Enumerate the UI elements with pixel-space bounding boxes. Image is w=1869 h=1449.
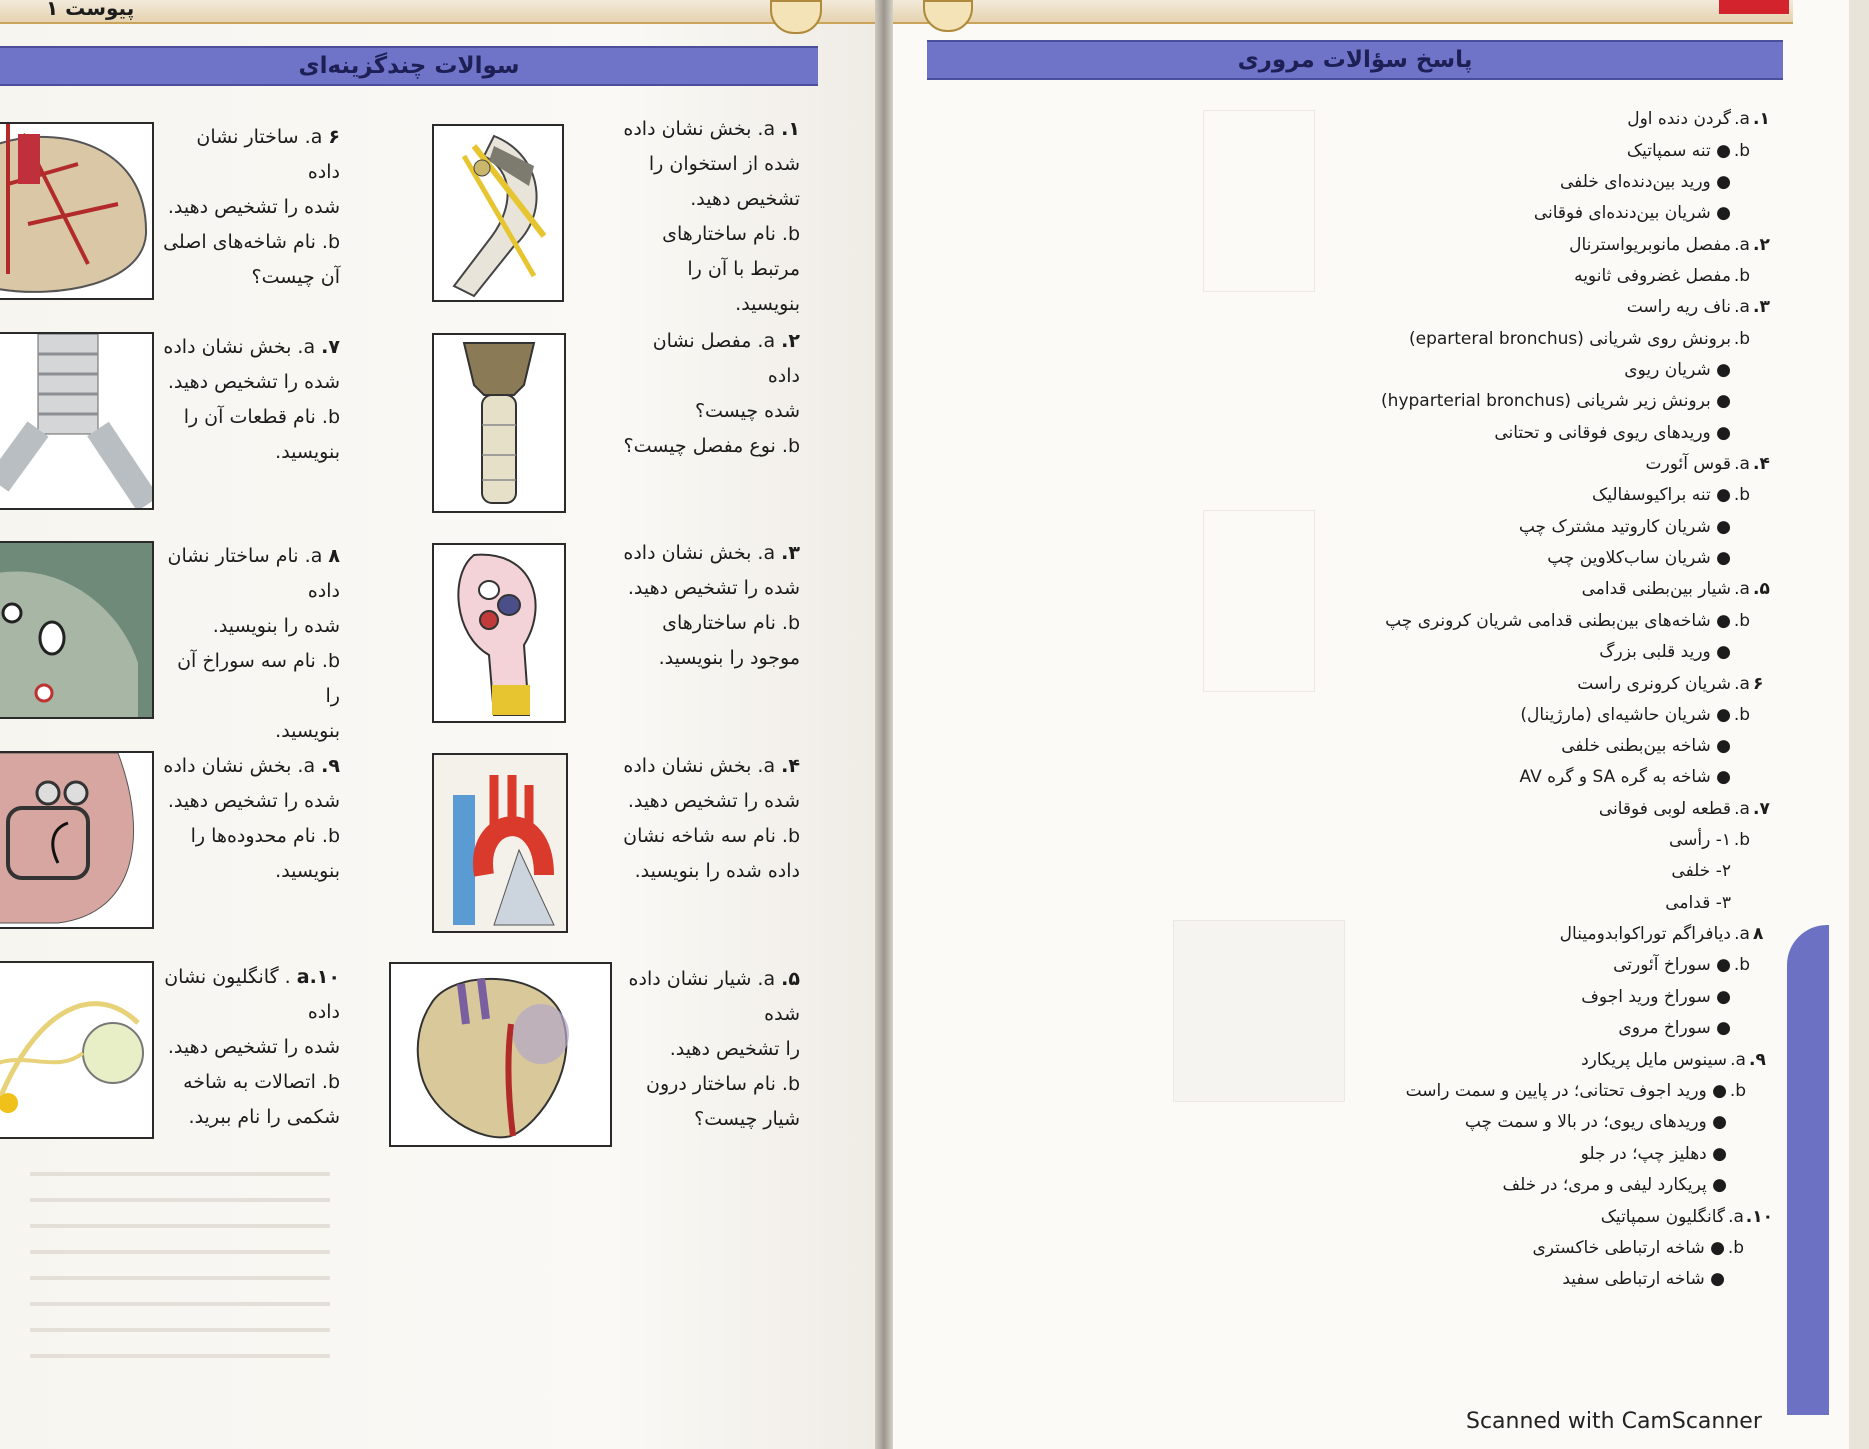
figure-lung-hilum bbox=[432, 543, 566, 723]
answer-item bbox=[1560, 921, 1779, 947]
answer-text: ● پریکارد لیفی و مری؛ در خلف bbox=[1502, 1175, 1727, 1195]
answer-part: b. bbox=[1733, 705, 1751, 725]
answer-part: a. bbox=[1734, 924, 1750, 944]
answer-text: ● ورید اجوف تحتانی؛ در پایین و سمت راست bbox=[1405, 1081, 1727, 1101]
answer-part: b. bbox=[1733, 611, 1751, 631]
answer-item bbox=[1534, 200, 1779, 226]
answer-part: b. bbox=[1733, 141, 1751, 161]
answer-number: ۲. bbox=[1753, 235, 1770, 255]
section-title: پاسخ سؤالات مروری bbox=[927, 40, 1783, 80]
answer-item bbox=[1532, 1235, 1773, 1261]
answer-text: ● تنه براکیوسفالیک bbox=[1591, 485, 1731, 505]
answer-text: ● شریان کاروتید مشترک چپ bbox=[1518, 517, 1731, 537]
answer-number: ۷. bbox=[1753, 799, 1770, 819]
answer-part: b. bbox=[1729, 1081, 1747, 1101]
answer-item bbox=[1569, 232, 1779, 258]
question-2: ۲. a. مفصل نشان داده شده چیست؟ b. نوع مفصل چیست؟ bbox=[623, 330, 800, 457]
top-strip bbox=[893, 0, 1793, 24]
answer-item bbox=[1547, 545, 1779, 571]
answer-part: b. bbox=[1727, 1238, 1745, 1258]
section-title: سوالات چندگزینه‌ای bbox=[0, 46, 818, 86]
answer-text: ● وریدهای ریوی فوقانی و تحتانی bbox=[1494, 423, 1731, 443]
logo-icon bbox=[923, 0, 973, 32]
question-number: ۲. bbox=[781, 330, 800, 352]
question-number: ۷. bbox=[321, 336, 340, 358]
question-number: ۹. bbox=[321, 755, 340, 777]
question-number: ۶ bbox=[328, 126, 340, 148]
answer-text: ● وریدهای ریوی؛ در بالا و سمت چپ bbox=[1464, 1112, 1727, 1132]
answer-item bbox=[1669, 827, 1779, 853]
question-number: ۵. bbox=[781, 968, 800, 990]
answer-part: b. bbox=[1733, 955, 1751, 975]
answer-number: ۳. bbox=[1753, 297, 1770, 317]
answer-item bbox=[1665, 890, 1779, 916]
bleed-through bbox=[1173, 920, 1345, 1102]
answer-text: ● دهلیز چپ؛ در جلو bbox=[1580, 1144, 1727, 1164]
left-page bbox=[0, 0, 875, 1449]
answer-item bbox=[1561, 733, 1779, 759]
answer-text: ۲- خلفی bbox=[1671, 861, 1731, 881]
answer-text: قطعه لوبی فوقانی bbox=[1598, 799, 1731, 819]
answer-item bbox=[1613, 952, 1779, 978]
figure-diaphragm bbox=[0, 541, 154, 719]
answer-item bbox=[1599, 796, 1779, 822]
figure-heart bbox=[389, 962, 612, 1147]
figure-pericardium bbox=[0, 751, 154, 929]
answer-part: a. bbox=[1734, 109, 1750, 129]
question-number: ۴. bbox=[781, 755, 800, 777]
question-10: a.۱۰ . گانگلیون نشان داده شده را تشخیص دهید. b. اتصالات به شاخه شکمی را نام ببرید. bbox=[164, 966, 340, 1128]
answer-item bbox=[1592, 482, 1779, 508]
figure-trachea bbox=[0, 332, 154, 510]
answer-part: a. bbox=[1728, 1207, 1744, 1227]
answer-item bbox=[1519, 514, 1779, 540]
answer-part: a. bbox=[1734, 297, 1750, 317]
bleed-through bbox=[1203, 510, 1315, 692]
answer-part: a. bbox=[1734, 235, 1750, 255]
answer-part: a. bbox=[1734, 454, 1750, 474]
answer-text: ● سوراخ ورید اجوف bbox=[1581, 987, 1731, 1007]
page-badge bbox=[1719, 0, 1789, 14]
running-head: پیوست ۱ bbox=[46, 0, 135, 20]
figure-manubrium bbox=[432, 333, 566, 513]
question-1: ۱. a. بخش نشان داده شده از استخوان را تشخیص دهید. b. نام ساختارهای مرتبط با آن را بنویسید. bbox=[623, 118, 800, 315]
question-8: ۸ a. نام ساختار نشان داده شده را بنویسید. b. نام سه سوراخ آن را بنویسید. bbox=[167, 545, 340, 742]
answer-text: ناف ریه راست bbox=[1626, 297, 1731, 317]
answer-text: ● شریان ریوی bbox=[1624, 360, 1731, 380]
answer-item bbox=[1385, 608, 1779, 634]
answer-item bbox=[1599, 639, 1779, 665]
answer-text: ● شاخه به گره SA و گره AV bbox=[1519, 767, 1731, 787]
answer-part: a. bbox=[1734, 674, 1750, 694]
answer-number: ۴. bbox=[1753, 454, 1770, 474]
figure-aortic-arch bbox=[432, 753, 568, 933]
answer-part: b. bbox=[1733, 485, 1751, 505]
answer-item bbox=[1494, 420, 1779, 446]
book-gutter bbox=[875, 0, 893, 1449]
scanner-watermark: Scanned with CamScanner bbox=[1466, 1409, 1762, 1434]
answer-part: b. bbox=[1733, 266, 1751, 286]
answer-item bbox=[1562, 1266, 1773, 1292]
answer-text: شیار بین‌بطنی قدامی bbox=[1581, 579, 1731, 599]
answer-item bbox=[1409, 326, 1779, 352]
answer-number: ۱۰. bbox=[1745, 1207, 1773, 1227]
answer-item bbox=[1624, 357, 1779, 383]
answer-text: ● ورید قلبی بزرگ bbox=[1599, 642, 1731, 662]
answer-text: ● شاخه ارتباطی خاکستری bbox=[1532, 1238, 1725, 1258]
answer-item bbox=[1406, 1078, 1775, 1104]
question-7: ۷. a. بخش نشان داده شده را تشخیص دهید. b. نام قطعات آن را بنویسید. bbox=[163, 336, 340, 463]
question-number: a.۱۰ bbox=[296, 966, 340, 988]
answer-text: ● ورید بین‌دنده‌ای خلفی bbox=[1560, 172, 1731, 192]
question-9: ۹. a. بخش نشان داده شده را تشخیص دهید. b. نام محدوده‌ها را بنویسید. bbox=[163, 755, 340, 882]
question-3: ۳. a. بخش نشان داده شده را تشخیص دهید. b. نام ساختارهای موجود را بنویسید. bbox=[623, 542, 800, 669]
answer-text: ● شریان بین‌دنده‌ای فوقانی bbox=[1533, 203, 1731, 223]
answer-item bbox=[1627, 106, 1779, 132]
answer-text: مفصل مانوبریواسترنال bbox=[1569, 235, 1731, 255]
answer-text: ● تنه سمپاتیک bbox=[1626, 141, 1731, 161]
answer-text: شریان کرونری راست bbox=[1577, 674, 1731, 694]
answer-text: ● سوراخ مروی bbox=[1618, 1018, 1731, 1038]
answer-item bbox=[1601, 1204, 1773, 1230]
answer-text: ۱- رأسی bbox=[1668, 830, 1731, 850]
answer-item bbox=[1581, 1141, 1775, 1167]
answer-text: ۳- قدامی bbox=[1665, 893, 1731, 913]
answer-text: سینوس مایل پریکارد bbox=[1581, 1050, 1727, 1070]
answer-item bbox=[1503, 1172, 1775, 1198]
answer-item bbox=[1465, 1109, 1775, 1135]
answer-item bbox=[1618, 1015, 1779, 1041]
figure-ganglion bbox=[0, 961, 154, 1139]
question-5: ۵. a. شیار نشان داده شده را تشخیص دهید. b. نام ساختار درون شیار چیست؟ bbox=[628, 968, 800, 1130]
answer-item bbox=[1520, 764, 1779, 790]
answer-number: ۹. bbox=[1749, 1050, 1766, 1070]
answer-item bbox=[1581, 1047, 1775, 1073]
answer-item bbox=[1577, 671, 1779, 697]
answer-text: برونش روی شریانی (eparteral bronchus) bbox=[1408, 329, 1731, 349]
answer-text: ● شریان ساب‌کلاوین چپ bbox=[1547, 548, 1731, 568]
answer-text: ● شریان حاشیه‌ای (مارژینال) bbox=[1520, 705, 1731, 725]
chapter-tab bbox=[1787, 925, 1829, 1415]
right-page bbox=[893, 0, 1849, 1449]
answer-item bbox=[1627, 138, 1779, 164]
answer-number: ۵. bbox=[1753, 579, 1770, 599]
answer-number: ۱. bbox=[1753, 109, 1770, 129]
answer-item bbox=[1627, 294, 1779, 320]
answer-text: ● شاخه‌های بین‌بطنی قدامی شریان کرونری چپ bbox=[1385, 611, 1731, 631]
answer-text: دیافراگم توراکوابدومینال bbox=[1559, 924, 1731, 944]
answer-item bbox=[1381, 388, 1779, 414]
answer-item bbox=[1574, 263, 1779, 289]
answer-number: ۶ bbox=[1753, 674, 1764, 694]
bleed-through bbox=[30, 1150, 330, 1370]
question-number: ۳. bbox=[781, 542, 800, 564]
answer-part: a. bbox=[1730, 1050, 1746, 1070]
answer-part: a. bbox=[1734, 799, 1750, 819]
logo-icon bbox=[770, 0, 822, 34]
question-4: ۴. a. بخش نشان داده شده را تشخیص دهید. b. نام سه شاخه نشان داده شده را بنویسید. bbox=[623, 755, 800, 882]
answer-text: گردن دنده اول bbox=[1627, 109, 1731, 129]
figure-rib-neck bbox=[432, 124, 564, 302]
answer-text: ● برونش زیر شریانی (hyparterial bronchus) bbox=[1381, 391, 1731, 411]
question-number: ۱. bbox=[781, 118, 800, 140]
answer-text: قوس آئورت bbox=[1645, 454, 1731, 474]
answer-item bbox=[1581, 984, 1779, 1010]
answer-item bbox=[1520, 702, 1779, 728]
answer-number: ۸ bbox=[1753, 924, 1764, 944]
answer-part: b. bbox=[1733, 830, 1751, 850]
answer-text: مفصل غضروفی ثانویه bbox=[1574, 266, 1731, 286]
bleed-through bbox=[1203, 110, 1315, 292]
answer-part: b. bbox=[1733, 329, 1751, 349]
figure-lung-vessels bbox=[0, 122, 154, 300]
answer-item bbox=[1560, 169, 1779, 195]
answer-item bbox=[1582, 576, 1779, 602]
answer-item bbox=[1645, 451, 1779, 477]
answer-text: گانگلیون سمپاتیک bbox=[1600, 1207, 1725, 1227]
answer-part: a. bbox=[1734, 579, 1750, 599]
answer-item bbox=[1671, 858, 1779, 884]
answer-text: ● شاخه ارتباطی سفید bbox=[1562, 1269, 1725, 1289]
question-number: ۸ bbox=[328, 545, 340, 567]
question-6: ۶ a. ساختار نشان داده شده را تشخیص دهید. b. نام شاخه‌های اصلی آن چیست؟ bbox=[163, 126, 340, 288]
answer-text: ● شاخه بین‌بطنی خلفی bbox=[1561, 736, 1731, 756]
answer-text: ● سوراخ آئورتی bbox=[1613, 955, 1731, 975]
